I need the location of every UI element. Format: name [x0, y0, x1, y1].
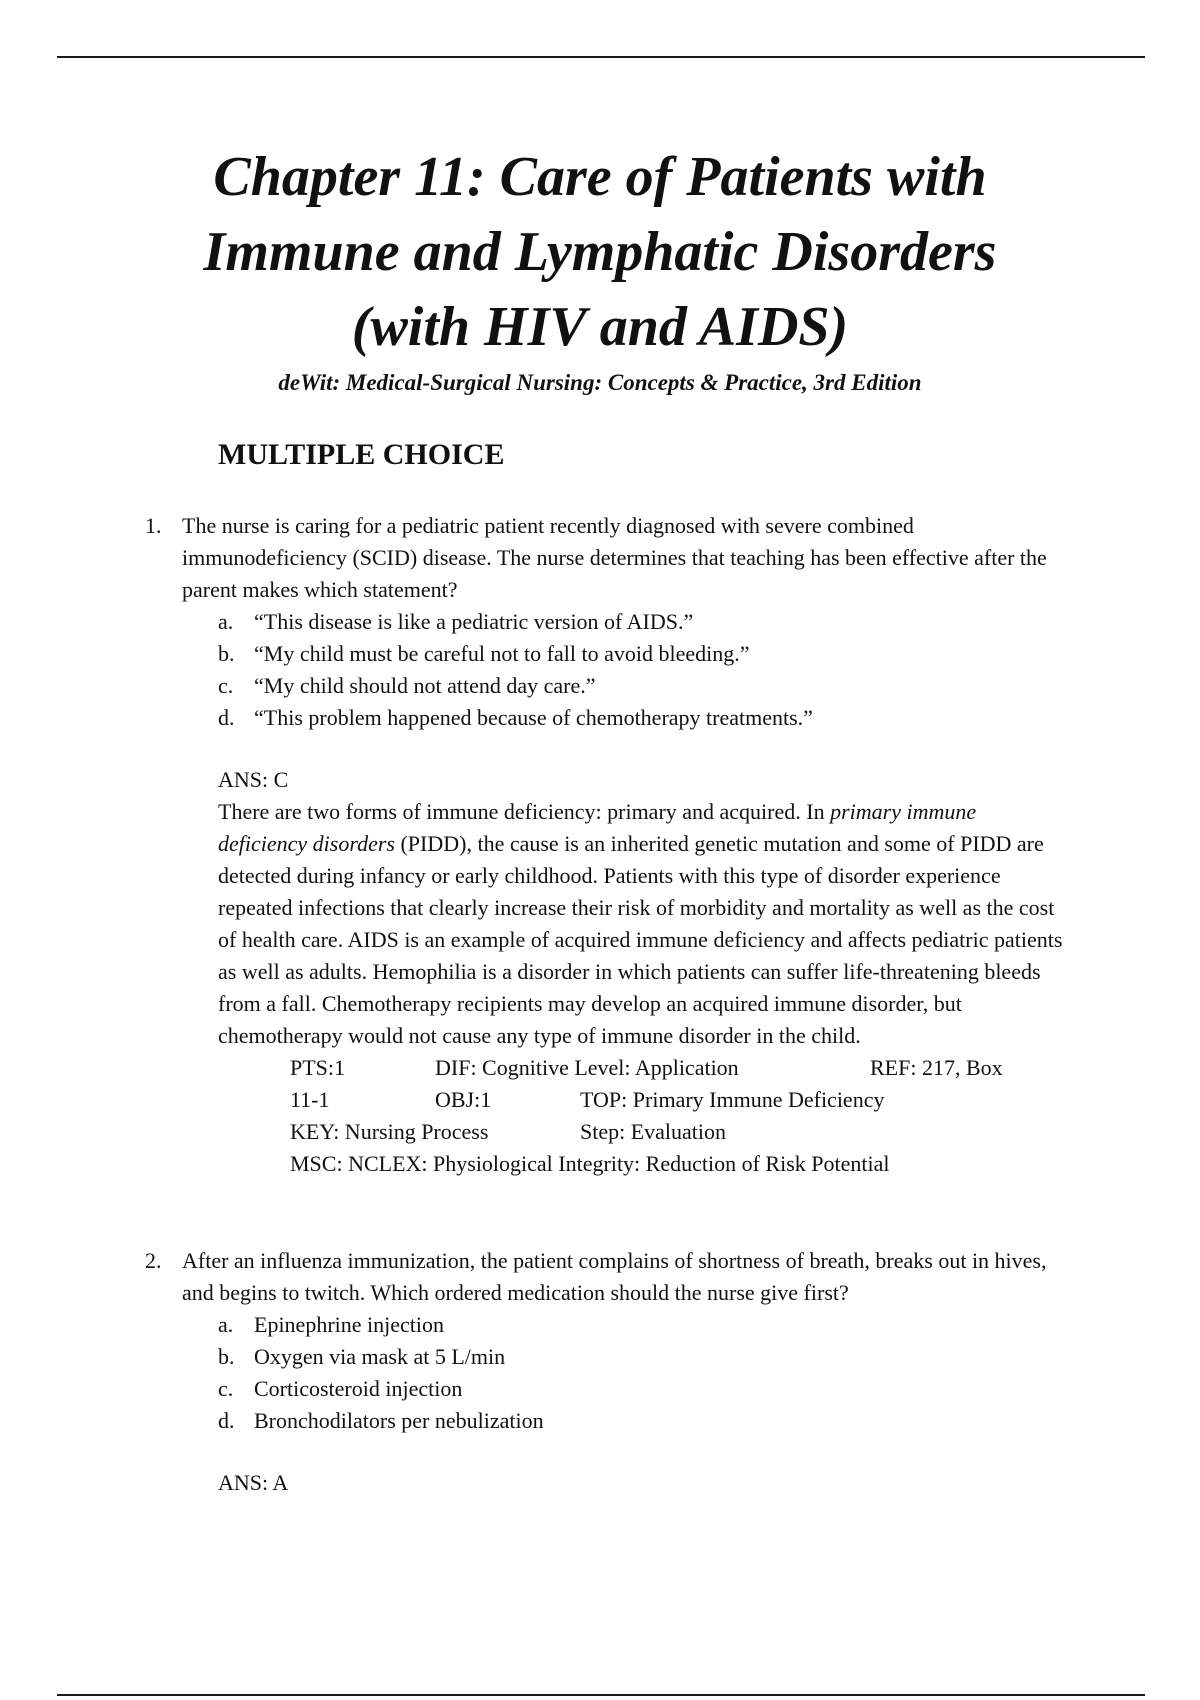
question-number: 2. — [145, 1248, 162, 1273]
rationale — [218, 796, 1068, 1052]
option-text: “This disease is like a pediatric version of AIDS.” — [254, 609, 694, 634]
option-letter: b. — [218, 1344, 235, 1369]
meta-ref: REF: 217, Box — [870, 1055, 1003, 1080]
question-metadata — [290, 1052, 1050, 1180]
answer-options — [145, 1309, 1075, 1437]
option-d — [218, 1405, 1075, 1437]
meta-step: Step: Evaluation — [580, 1119, 727, 1144]
option-a — [218, 606, 1075, 638]
option-text: Oxygen via mask at 5 L/min — [254, 1344, 506, 1369]
section-heading: MULTIPLE CHOICE — [218, 438, 505, 471]
option-a — [218, 1309, 1075, 1341]
option-text: “My child must be careful not to fall to avoid bleeding.” — [254, 641, 750, 666]
option-b — [218, 1341, 1075, 1373]
option-d — [218, 702, 1075, 734]
chapter-title — [0, 140, 1200, 365]
meta-obj: OBJ:1 — [435, 1087, 492, 1112]
title-line: Immune and Lymphatic Disorders — [203, 221, 997, 283]
question-2 — [145, 1245, 1075, 1499]
meta-pts: PTS:1 — [290, 1055, 346, 1080]
top-rule — [57, 56, 1145, 58]
option-letter: a. — [218, 1312, 234, 1337]
meta-topic: TOP: Primary Immune Deficiency — [580, 1087, 885, 1112]
title-line: Chapter 11: Care of Patients with — [213, 146, 987, 208]
option-letter: c. — [218, 673, 234, 698]
option-letter: c. — [218, 1376, 234, 1401]
question-number: 1. — [145, 513, 162, 538]
title-line: (with HIV and AIDS) — [351, 296, 849, 358]
option-text: Epinephrine injection — [254, 1312, 444, 1337]
option-text: Bronchodilators per nebulization — [254, 1408, 544, 1433]
option-letter: b. — [218, 641, 235, 666]
option-letter: d. — [218, 705, 235, 730]
book-subtitle: deWit: Medical-Surgical Nursing: Concepts & Practice, 3rd Edition — [278, 370, 922, 395]
rationale-emphasis: primary immune deficiency disorders — [218, 799, 977, 856]
rationale-text: There are two forms of immune deficiency: primary and acquired. In — [218, 799, 831, 824]
bottom-rule — [57, 1694, 1145, 1696]
option-text: “My child should not attend day care.” — [254, 673, 596, 698]
answer-key: ANS: A — [218, 1470, 289, 1495]
option-c — [218, 670, 1075, 702]
meta-key: KEY: Nursing Process — [290, 1119, 489, 1144]
option-text: Corticosteroid injection — [254, 1376, 463, 1401]
option-letter: d. — [218, 1408, 235, 1433]
meta-dif: DIF: Cognitive Level: Application — [435, 1055, 739, 1080]
question-stem: After an influenza immunization, the patient complains of shortness of breath, breaks out in hives, and begins to twitch. Which ordered medication should the nurse give first? — [182, 1248, 1047, 1305]
question-1 — [145, 510, 1075, 1180]
option-letter: a. — [218, 609, 234, 634]
option-c — [218, 1373, 1075, 1405]
option-text: “This problem happened because of chemotherapy treatments.” — [254, 705, 813, 730]
answer-options — [145, 606, 1075, 734]
question-stem: The nurse is caring for a pediatric patient recently diagnosed with severe combined immunodeficiency (SCID) disease. The nurse determines that teaching has been effective after the parent makes which statement? — [182, 513, 1047, 602]
option-b — [218, 638, 1075, 670]
meta-ref-continued: 11-1 — [290, 1087, 330, 1112]
meta-msc: MSC: NCLEX: Physiological Integrity: Reduction of Risk Potential — [290, 1151, 890, 1176]
answer-key: ANS: C — [218, 767, 289, 792]
rationale-text: (PIDD), the cause is an inherited genetic mutation and some of PIDD are detected during infancy or early childhood. Patients with this type of disorder experience repeated infections that clearly increase their risk of morbidity and mortality as well as the cost of health care. AIDS is an example of acquired immune deficiency and affects pediatric patients as well as adults. Hemophilia is a disorder in which patients can suffer life-threatening bleeds from a fall. Chemotherapy recipients may develop an acquired immune disorder, but chemotherapy would not cause any type of immune disorder in the child. — [218, 831, 1063, 1048]
